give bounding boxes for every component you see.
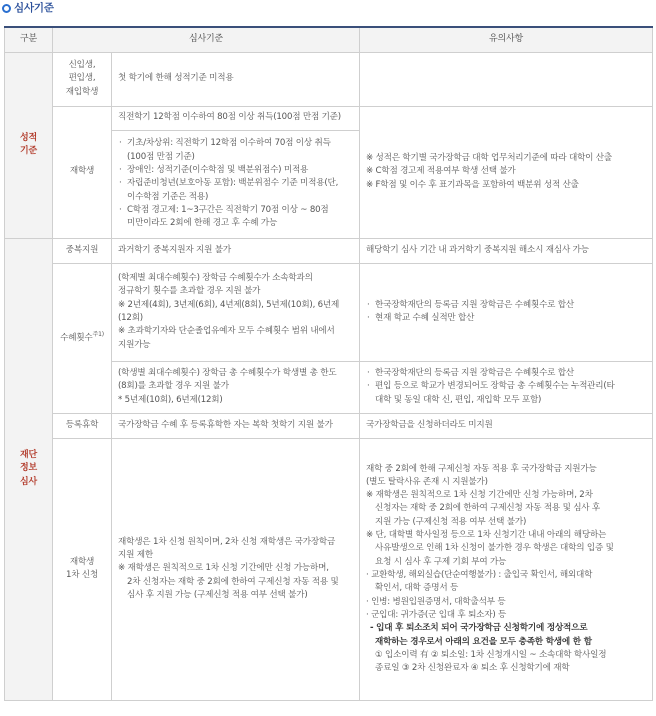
text-line: 요청 시 심사 후 구제 기회 부여 가능 [375, 556, 507, 567]
text-line: (8회)를 초과할 경우 지원 불가 [118, 381, 229, 392]
list-item: · 기초/차상위: 직전학기 12학점 이수하여 70점 이상 취득 (100점 만점 기준) [118, 137, 353, 164]
text-line: ※ 단, 대학별 학사일정 등으로 1차 신청기간 내내 아래의 해당하는 [366, 530, 607, 541]
criteria-enrolled-list [112, 130, 360, 238]
section-heading [2, 0, 54, 16]
table-row [5, 52, 653, 106]
text-line: 재학 중 2회에 한해 구제신청 자동 적용 후 국가장학금 지원가능 [366, 463, 597, 474]
criteria-count-student [112, 361, 360, 413]
text-line: (12회) [118, 313, 143, 323]
count-footnote-mark: 주1) [92, 331, 104, 339]
notes-leave: 국가장학금을 신청하더라도 미지원 [360, 413, 653, 438]
table-row [5, 238, 653, 263]
note-line: ※ C학점 경고제 적용여부 학생 선택 불가 [366, 166, 516, 177]
text-line: 종료일 ③ 2차 신청완료자 ④ 퇴소 후 신청학기에 재학 [375, 663, 570, 674]
table-header-row [5, 27, 653, 52]
note-line: ※ F학점 및 이수 후 표기과목을 포함하여 백분위 성적 산출 [366, 179, 579, 190]
text-line: 2차 신청자는 재학 중 2회에 한하여 구제신청 자동 적용 및 [127, 576, 339, 587]
table-row [5, 106, 653, 130]
criteria-count-program [112, 263, 360, 361]
text-line: 재학생은 1차 신청 원칙이며, 2차 신청 재학생은 국가장학금 [118, 536, 336, 547]
notes-enrolled [360, 106, 653, 238]
count-label-text: 수혜횟수 [60, 333, 93, 344]
col-header-notes: 유의사항 [360, 27, 653, 52]
text-line: (학생별 최대수혜횟수) 장학금 총 수혜횟수가 학생별 총 한도 [118, 368, 337, 379]
text-line: 지원 가능 (구제신청 적용 여부 선택 불가) [375, 516, 527, 527]
criteria-table [4, 26, 653, 701]
text-line: ※ 초과학기자와 단순졸업유예자 모두 수혜횟수 범위 내에서 [118, 326, 335, 337]
list-item: · 장애인: 성적기준(이수학점 및 백분위점수) 미적용 [118, 164, 353, 177]
criteria-enrolled-top: 직전학기 12학점 이수하여 80점 이상 취득(100점 만점 기준) [112, 106, 360, 130]
notes-new-students [360, 52, 653, 106]
criteria-new-students: 첫 학기에 한해 성적기준 미적용 [112, 52, 360, 106]
note-line: ※ 성적은 학기별 국가장학금 대학 업무처리기준에 따라 대학이 산출 [366, 153, 613, 164]
criteria-leave: 국가장학금 수혜 후 등록휴학한 자는 복학 첫학기 지원 불가 [112, 413, 360, 438]
group-finance: 재단 정보 심사 [5, 238, 53, 700]
notes-bullet-list [366, 299, 646, 326]
notes-bullet-list [366, 367, 646, 407]
list-item: · 현재 학교 수혜 실적만 합산 [366, 312, 646, 325]
text-line: ※ 재학생은 원칙적으로 1차 신청 기간에만 신청 가능하며, 2차 [366, 490, 593, 501]
criteria-bullet-list [118, 137, 353, 230]
list-item: · 한국장학재단의 등록금 지원 장학금은 수혜횟수로 합산 [366, 299, 646, 312]
row-label-enrolled: 재학생 [53, 106, 112, 238]
text-line: 사유발생으로 인해 1차 신청이 불가한 경우 학생은 대학의 입증 및 [375, 543, 614, 554]
section-title: 심사기준 [14, 1, 54, 14]
col-header-criteria: 심사기준 [53, 27, 360, 52]
text-line: * 5년제(10회), 6년제(12회) [118, 394, 223, 405]
row-label-new-students: 신입생, 편입생, 재입학생 [53, 52, 112, 106]
criteria-first-apply [112, 438, 360, 700]
bullet-circle-icon [2, 4, 11, 13]
group-grade: 성적 기준 [5, 52, 53, 238]
text-line: 확인서, 대학 증명서 등 [375, 583, 459, 594]
text-line: 지원가능 [118, 339, 151, 350]
table-row [5, 263, 653, 361]
list-item: · 편입 등으로 학교가 변경되어도 장학금 총 수혜횟수는 누적관리(타 대학 및 동일 대학 신, 편입, 재입학 모두 포함) [366, 380, 646, 407]
criteria-duplicate: 과거학기 중복지원자 지원 불가 [112, 238, 360, 263]
text-line: · 군입대: 귀가증(군 입대 후 퇴소자) 등 [366, 609, 507, 620]
list-item: · 한국장학재단의 등록금 지원 장학금은 수혜횟수로 합산 [366, 367, 646, 380]
text-line-bold: - 입대 후 퇴소조치 되어 국가장학금 신청학기에 정상적으로 [370, 623, 588, 634]
text-line: 신청자는 재학 중 2회에 한하여 구제신청 자동 적용 및 심사 후 [375, 503, 601, 514]
text-line: 지원 제한 [118, 550, 153, 561]
row-label-leave: 등록휴학 [53, 413, 112, 438]
notes-first-apply [360, 438, 653, 700]
list-item: · C학점 경고제: 1~3구간은 직전학기 70점 이상 ~ 80점 미만이라도 2회에 한해 경고 후 수혜 가능 [118, 204, 353, 231]
text-line: ※ 2년제(4회), 3년제(6회), 4년제(8회), 5년제(10회), 6년제 [118, 299, 340, 310]
row-label-count [53, 263, 112, 413]
col-header-category: 구분 [5, 27, 53, 52]
text-line: ※ 재학생은 원칙적으로 1차 신청 기간에만 신청 가능하며, [118, 563, 329, 574]
text-line: · 인병: 병원입원증명서, 대학출석부 등 [366, 596, 506, 607]
row-label-first-apply: 재학생 1차 신청 [53, 438, 112, 700]
notes-count-student [360, 361, 653, 413]
text-line: (별도 탈락사유 존재 시 지원불가) [366, 476, 488, 487]
text-line: ① 입소이력 有 ② 퇴소일: 1차 신청개시일 ~ 소속대학 학사일정 [375, 649, 607, 660]
list-item: · 자립준비청년(보호아동 포함): 백분위점수 기준 미적용(단, 이수학점 기준은 적용) [118, 177, 353, 204]
table-row [5, 438, 653, 700]
text-line: · 교환학생, 해외실습(단순여행불가) : 출입국 확인서, 해외대학 [366, 570, 593, 580]
table-row [5, 413, 653, 438]
text-line: 정규학기 횟수를 초과할 경우 지원 불가 [118, 286, 261, 297]
row-label-duplicate: 중복지원 [53, 238, 112, 263]
text-line: 심사 후 지원 가능 (구제신청 적용 여부 선택 불가) [127, 589, 308, 600]
text-line: (학제별 최대수혜횟수) 장학금 수혜횟수가 소속학과의 [118, 273, 313, 284]
text-line-bold: 재학하는 경우로서 아래의 요건을 모두 충족한 학생에 한 함 [375, 636, 592, 647]
notes-count-program [360, 263, 653, 361]
notes-duplicate: 해당학기 심사 기간 내 과거학기 중복지원 해소시 재심사 가능 [360, 238, 653, 263]
